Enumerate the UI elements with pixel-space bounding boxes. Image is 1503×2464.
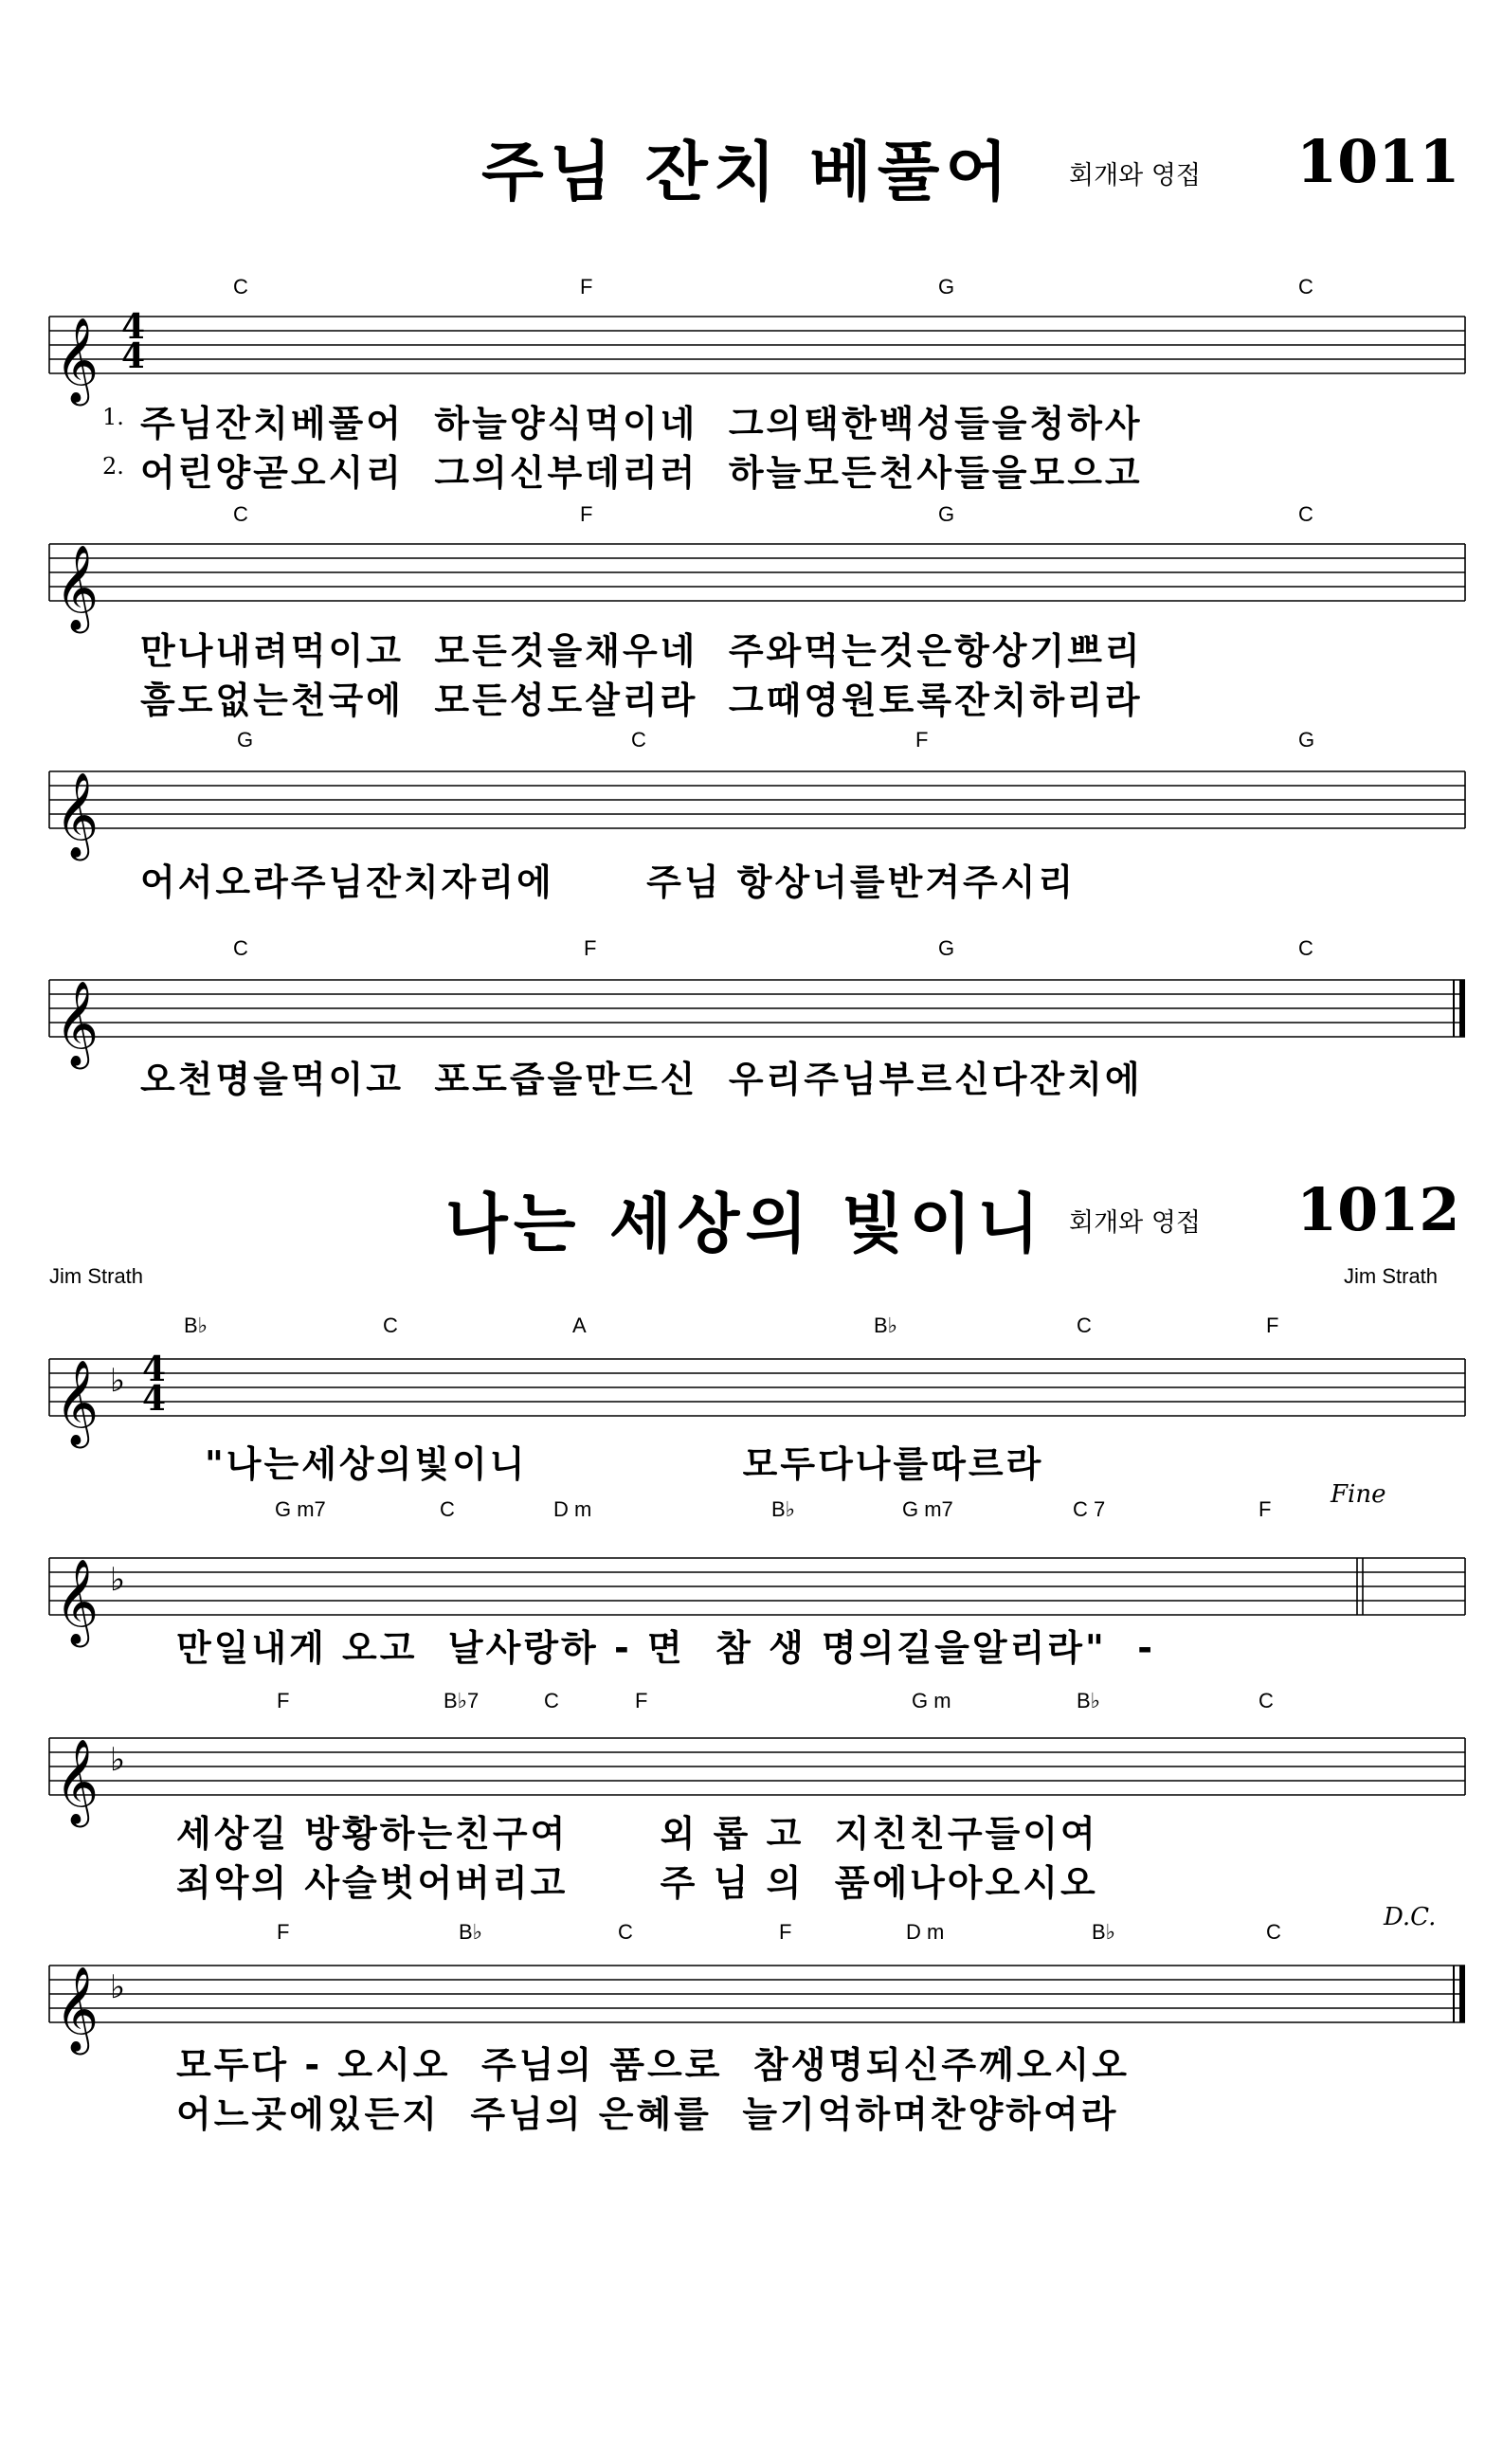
lyric-line: 어느곳에있든지 주님의 은혜를 늘기억하며찬양하여라 — [176, 2093, 1119, 2135]
lyric-line: 만나내려먹이고 모든것을채우네 주와먹는것은항상기쁘리 — [140, 630, 1143, 672]
chord-symbol: C — [618, 1920, 633, 1944]
lyric-line: 어서오라주님잔치자리에 주님 항상너를반겨주시리 — [140, 861, 1077, 903]
hymn-1011-title: 주님 잔치 베풀어 — [481, 136, 1014, 210]
chord-symbol: D m — [906, 1920, 945, 1944]
chord-symbol: G — [938, 275, 955, 299]
chord-symbol: F — [584, 936, 597, 960]
staff-1011-system-2 — [0, 512, 1503, 630]
dc-marking: D.C. — [1384, 1903, 1437, 1931]
lyric-line: 어린양곧오시리 그의신부데리러 하늘모든천사들을모으고 — [140, 452, 1143, 494]
lyric-line: 죄악의 사슬벗어버리고 주 님 의 품에나아오시오 — [176, 1862, 1098, 1904]
chord-symbol: F — [277, 1689, 290, 1712]
staff-1011-system-1 — [0, 284, 1503, 403]
chord-symbol: C — [233, 502, 248, 526]
chord-symbol: B♭ — [1077, 1689, 1101, 1712]
staff-1012-system-4 — [0, 1933, 1503, 2052]
hymn-1012-number: 1012 — [1296, 1175, 1460, 1244]
chord-symbol: C 7 — [1073, 1497, 1106, 1521]
key-flat-icon: ♭ — [110, 1561, 126, 1599]
treble-clef-icon: 𝄞 — [55, 545, 100, 630]
hymn-1011-number: 1011 — [1296, 127, 1460, 196]
chord-symbol: F — [915, 728, 929, 752]
chord-symbol: F — [1266, 1314, 1279, 1337]
chord-symbol: B♭7 — [444, 1689, 480, 1712]
hymn-1012-category: 회개와 영접 — [1069, 1208, 1201, 1238]
chord-symbol: F — [277, 1920, 290, 1944]
chord-symbol: B♭ — [1092, 1920, 1116, 1944]
staff-1012-system-1 — [0, 1327, 1503, 1445]
time-signature-top: 4 — [142, 1350, 167, 1389]
chord-symbol: C — [440, 1497, 455, 1521]
chord-symbol: C — [1266, 1920, 1281, 1944]
chord-symbol: C — [233, 936, 248, 960]
staff-1011-system-3 — [0, 739, 1503, 858]
lyric-line: 주님잔치베풀어 하늘양식먹이네 그의택한백성들을청하사 — [140, 403, 1143, 444]
staff-1011-system-4 — [0, 948, 1503, 1066]
chord-symbol: C — [631, 728, 646, 752]
treble-clef-icon: 𝄞 — [55, 1739, 100, 1824]
key-flat-icon: ♭ — [110, 1741, 126, 1779]
final-barline-thick — [1459, 1966, 1465, 2022]
time-signature-top: 4 — [121, 307, 146, 347]
lyric-line: "나는세상의빛이니 모두다나를따르라 — [205, 1443, 1044, 1485]
lyric-line: 흠도없는천국에 모든성도살리라 그때영원토록잔치하리라 — [140, 679, 1143, 721]
time-signature-bottom: 4 — [121, 336, 146, 376]
chord-symbol: B♭ — [184, 1314, 208, 1337]
chord-symbol: C — [1298, 936, 1313, 960]
chord-symbol: B♭ — [459, 1920, 483, 1944]
lyric-line: 세상길 방황하는친구여 외 롭 고 지친친구들이여 — [176, 1813, 1098, 1855]
lyric-line: 오천명을먹이고 포도즙을만드신 우리주님부르신다잔치에 — [140, 1059, 1143, 1100]
hymn-1012-title: 나는 세상의 빛이니 — [445, 1187, 1045, 1262]
chord-symbol: G m — [912, 1689, 951, 1712]
lyric-line: 모두다 - 오시오 주님의 품으로 참생명되신주께오시오 — [176, 2044, 1130, 2086]
key-flat-icon: ♭ — [110, 1968, 126, 2006]
chord-symbol: F — [580, 502, 593, 526]
chord-symbol: G m7 — [902, 1497, 953, 1521]
chord-symbol: C — [383, 1314, 398, 1337]
treble-clef-icon: 𝄞 — [55, 1966, 100, 2052]
chord-symbol: A — [572, 1314, 587, 1337]
chord-symbol: F — [635, 1689, 648, 1712]
lyric-line: 만일내게 오고 날사랑하 - 면 참 생 명의길을알리라" - — [176, 1627, 1156, 1669]
chord-symbol: C — [1298, 275, 1313, 299]
composer-right: Jim Strath — [1344, 1264, 1439, 1288]
fine-marking: Fine — [1331, 1480, 1386, 1509]
chord-symbol: G — [237, 728, 254, 752]
time-signature-bottom: 4 — [142, 1379, 167, 1419]
key-flat-icon: ♭ — [110, 1362, 126, 1400]
chord-symbol: F — [1259, 1497, 1272, 1521]
treble-clef-icon: 𝄞 — [55, 1360, 100, 1445]
chord-symbol: C — [233, 275, 248, 299]
treble-clef-icon: 𝄞 — [55, 317, 100, 403]
chord-symbol: F — [779, 1920, 792, 1944]
chord-symbol: D m — [553, 1497, 592, 1521]
chord-symbol: G — [938, 936, 955, 960]
staff-1012-system-3 — [0, 1706, 1503, 1824]
chord-symbol: G — [938, 502, 955, 526]
chord-symbol: F — [580, 275, 593, 299]
treble-clef-icon: 𝄞 — [55, 981, 100, 1066]
chord-symbol: B♭ — [874, 1314, 898, 1337]
verse-number: 1. — [102, 404, 124, 430]
treble-clef-icon: 𝄞 — [55, 1559, 100, 1644]
final-barline-thick — [1459, 980, 1465, 1037]
verse-number: 2. — [102, 453, 124, 480]
chord-symbol: C — [1077, 1314, 1092, 1337]
hymn-1011-category: 회개와 영접 — [1069, 161, 1201, 190]
chord-symbol: C — [1298, 502, 1313, 526]
treble-clef-icon: 𝄞 — [55, 772, 100, 858]
chord-symbol: C — [1259, 1689, 1274, 1712]
chord-symbol: G — [1298, 728, 1315, 752]
chord-symbol: G m7 — [275, 1497, 326, 1521]
chord-symbol: C — [544, 1689, 559, 1712]
chord-symbol: B♭ — [771, 1497, 796, 1521]
composer-left: Jim Strath — [49, 1264, 144, 1288]
